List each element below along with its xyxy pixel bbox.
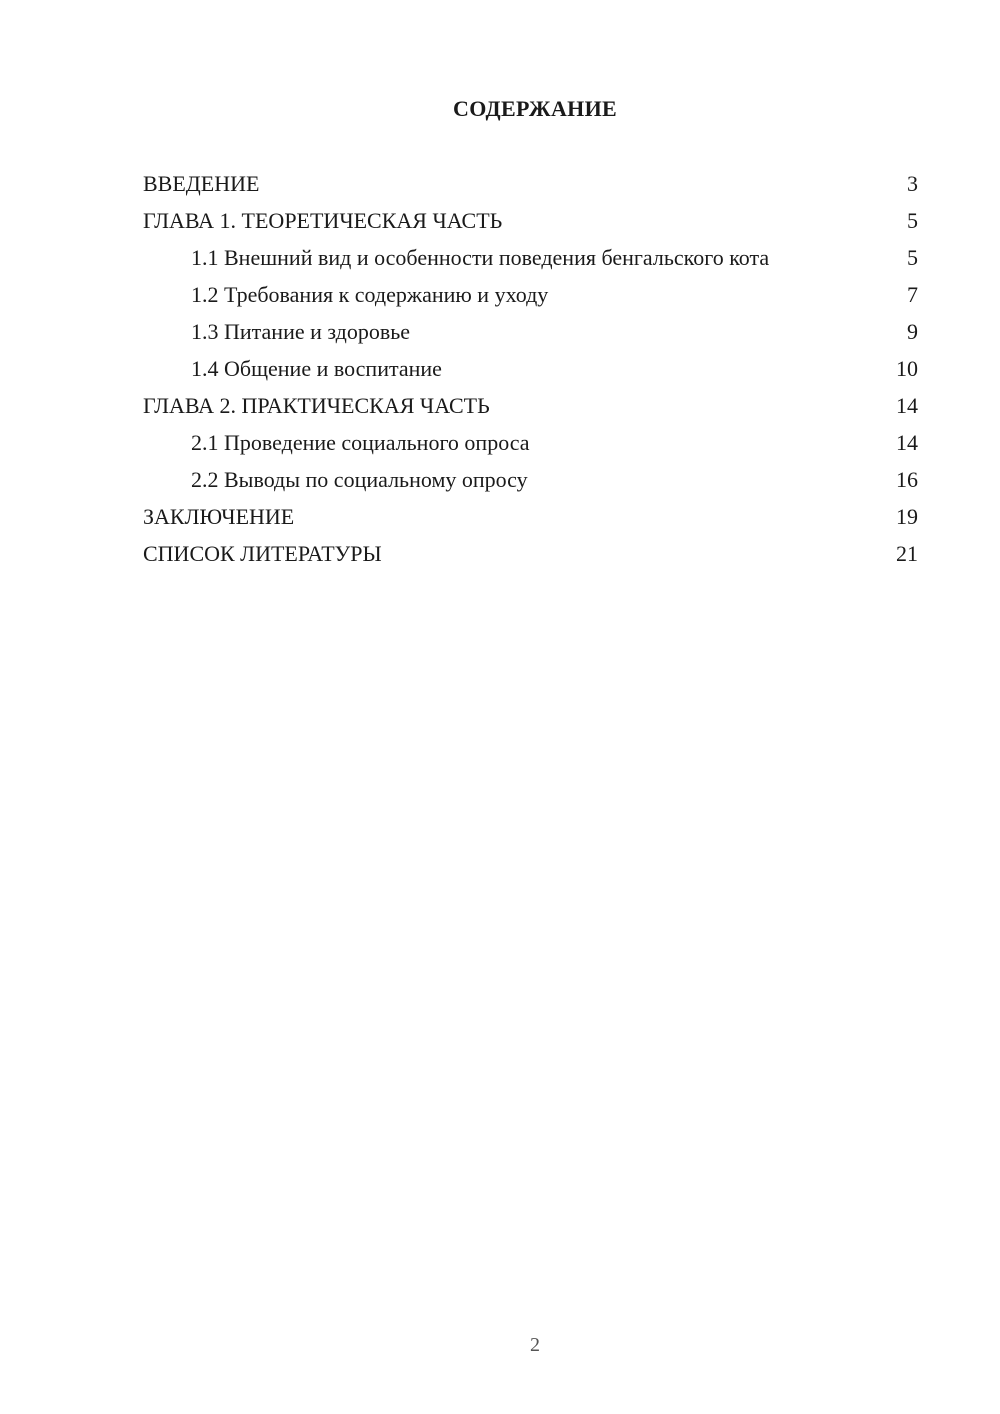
toc-entry-conclusion xyxy=(143,503,918,530)
toc-entry-introduction xyxy=(143,170,918,197)
toc-entry-page: 9 xyxy=(907,319,918,344)
toc-entry-page: 3 xyxy=(907,171,918,196)
toc-entry-references xyxy=(143,540,918,567)
toc-entry-page: 21 xyxy=(896,541,918,566)
toc-entry-page: 19 xyxy=(896,504,918,529)
toc-entry-text: 1.1 Внешний вид и особенности поведения бенгальского кота xyxy=(191,245,770,270)
toc-entry-page: 16 xyxy=(896,467,918,492)
toc-entry-page: 10 xyxy=(896,356,918,381)
toc-entry-section-2-1 xyxy=(143,429,918,456)
toc-entry-text: ГЛАВА 2. ПРАКТИЧЕСКАЯ ЧАСТЬ xyxy=(143,393,490,418)
toc-entry-section-1-3 xyxy=(143,318,918,345)
toc-entry-text: 1.3 Питание и здоровье xyxy=(191,319,411,344)
toc-entry-chapter-2 xyxy=(143,392,918,419)
toc-entry-text: 2.1 Проведение социального опроса xyxy=(191,430,530,455)
toc-entry-text: 1.2 Требования к содержанию и уходу xyxy=(191,282,549,307)
toc-entry-page: 5 xyxy=(907,245,918,270)
toc-entry-page: 5 xyxy=(907,208,918,233)
toc-entry-section-1-4 xyxy=(143,355,918,382)
toc-entry-text: СПИСОК ЛИТЕРАТУРЫ xyxy=(143,541,382,566)
toc-entry-text: ЗАКЛЮЧЕНИЕ xyxy=(143,504,295,529)
page-number: 2 xyxy=(530,1334,540,1356)
toc-entry-page: 14 xyxy=(896,430,918,455)
toc-entry-text: 2.2 Выводы по социальному опросу xyxy=(191,467,528,492)
toc-entry-text: 1.4 Общение и воспитание xyxy=(191,356,442,381)
toc-entry-page: 7 xyxy=(907,282,918,307)
toc-entry-text: ВВЕДЕНИЕ xyxy=(143,171,260,196)
page-title: СОДЕРЖАНИЕ xyxy=(453,96,617,121)
table-of-contents xyxy=(143,170,918,577)
toc-entry-chapter-1 xyxy=(143,207,918,234)
toc-entry-section-1-2 xyxy=(143,281,918,308)
toc-entry-text: ГЛАВА 1. ТЕОРЕТИЧЕСКАЯ ЧАСТЬ xyxy=(143,208,503,233)
toc-entry-page: 14 xyxy=(896,393,918,418)
toc-entry-section-1-1 xyxy=(143,244,918,271)
toc-entry-section-2-2 xyxy=(143,466,918,493)
